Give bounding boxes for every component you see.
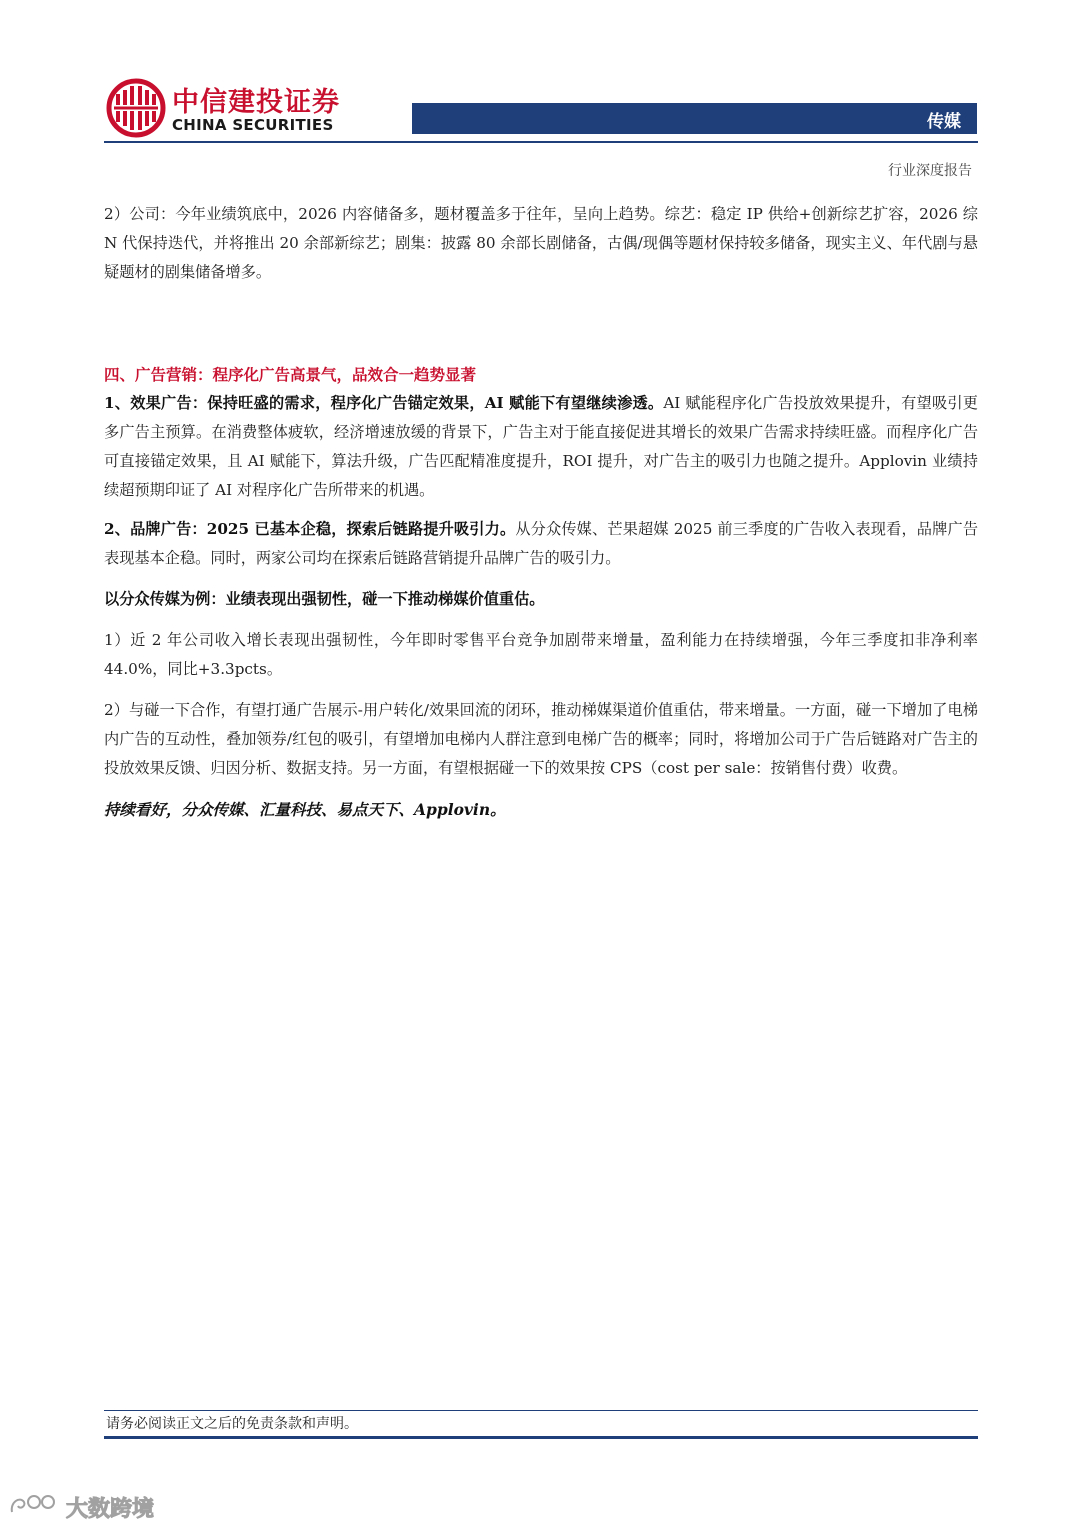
section-heading: 四、广告营销：程序化广告高景气，品效合一趋势显著 (104, 366, 477, 384)
watermark (8, 1490, 158, 1522)
paragraph-text: 从分众传媒、芒果超媒 2025 前三季度的广告收入表现看，品牌广告表现基本企稳。同时，两家公司均在探索后链路营销提升品牌广告的吸引力。 (104, 520, 979, 567)
footer-divider-bottom (104, 1436, 978, 1439)
point-1: 1）近 2 年公司收入增长表现出强韧性，今年即时零售平台竞争加剧带来增量，盈利能力在持续增强，今年三季度扣非净利率 44.0%，同比+3.3pcts。 (104, 631, 978, 678)
header-bar (412, 103, 977, 134)
paragraph-company-outlook: 2）公司：今年业绩筑底中，2026 内容储备多，题材覆盖多于往年，呈向上趋势。综艺：稳定 IP 供给+创新综艺扩容，2026 综 N 代保持迭代，并将推出 20 余部新综艺；剧集：披露 80 余部长剧储备，古偶/现偶等题材保持较多储备，现实主义、年代剧与悬疑题材的剧集储备增多。 (104, 205, 978, 281)
footer-divider-top (104, 1410, 978, 1411)
logo-english-name: CHINA SECURITIES (172, 116, 334, 134)
watermark-logo-icon (8, 1490, 62, 1520)
report-type-label: 行业深度报告 (888, 163, 972, 179)
report-body (104, 200, 978, 824)
china-securities-logo-icon (106, 78, 166, 138)
industry-tag: 传媒 (927, 112, 961, 132)
paragraph-lead: 2、品牌广告：2025 已基本企稳，探索后链路提升吸引力。 (104, 520, 516, 538)
example-heading: 以分众传媒为例：业绩表现出强韧性，碰一下推动梯媒价值重估。 (104, 590, 545, 608)
point-2: 2）与碰一下合作，有望打通广告展示-用户转化/效果回流的闭环，推动梯媒渠道价值重估，带来增量。一方面，碰一下增加了电梯内广告的互动性，叠加领券/红包的吸引，有望增加电梯内人群注意到电梯广告的概率；同时，将增加公司于广告后链路对广告主的投放效果反馈、归因分析、数据支持。另一方面，有望根据碰一下的效果按 CPS（cost per sale：按销售付费）收费。 (104, 701, 978, 777)
paragraph-brand-ads (104, 515, 978, 573)
closing-recommendation: 持续看好，分众传媒、汇量科技、易点天下、Applovin。 (104, 800, 506, 819)
header-divider (104, 141, 978, 143)
paragraph-performance-ads (104, 389, 978, 505)
footer-disclaimer: 请务必阅读正文之后的免责条款和声明。 (106, 1416, 358, 1432)
watermark-text: 大数跨境 (66, 1497, 155, 1522)
paragraph-text: AI 赋能程序化广告投放效果提升，有望吸引更多广告主预算。在消费整体疲软，经济增速放缓的背景下，广告主对于能直接促进其增长的效果广告需求持续旺盛。而程序化广告可直接锚定效果，且 AI 赋能下，算法升级，广告匹配精准度提升，ROI 提升，对广告主的吸引力也随之提升。Applovin 业绩持续超预期印证了 AI 对程序化广告所带来的机遇。 (104, 394, 978, 499)
company-logo (106, 78, 346, 140)
paragraph-lead: 1、效果广告：保持旺盛的需求，程序化广告锚定效果，AI 赋能下有望继续渗透。 (104, 394, 664, 412)
spacer (104, 287, 978, 361)
logo-chinese-name: 中信建投证券 (172, 87, 340, 118)
